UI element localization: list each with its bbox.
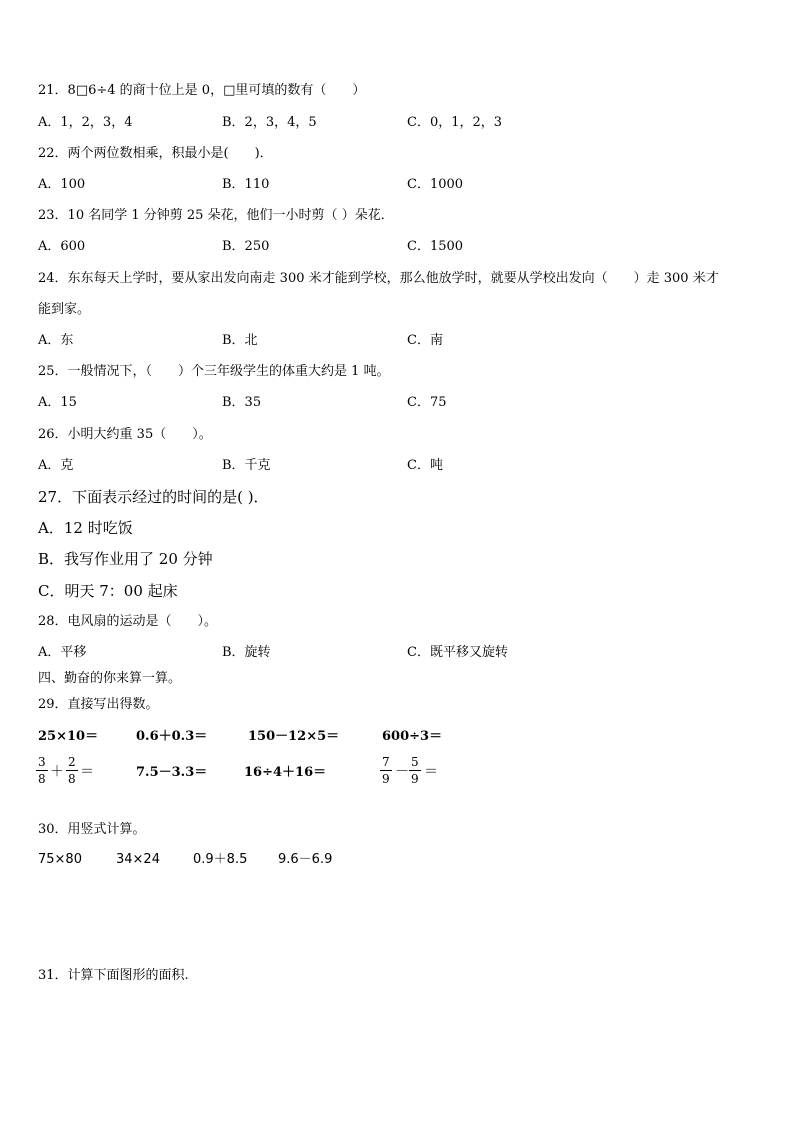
- question-21-stem: 21．8□6÷4 的商十位上是 0，□里可填的数有（ ）: [38, 83, 366, 98]
- fraction-bar: [36, 770, 48, 771]
- fraction: [409, 755, 421, 786]
- question-31-stem: 31．计算下面图形的面积.: [38, 968, 189, 983]
- question-23-option-b: B．250: [222, 239, 270, 254]
- question-21-option-a: A．1，2，3，4: [38, 115, 133, 130]
- vertical-calc-item: 0.9＋8.5: [193, 852, 248, 867]
- question-29-stem: 29．直接写出得数。: [38, 697, 159, 712]
- question-28-stem: 28．电风扇的运动是（ ）。: [38, 614, 218, 629]
- question-23-stem: 23．10 名同学 1 分钟剪 25 朵花，他们一小时剪（ ）朵花．: [38, 208, 394, 223]
- question-25-option-a: A．15: [38, 395, 77, 410]
- equals-sign: ＝: [80, 764, 94, 780]
- fraction-numerator: 7: [382, 755, 390, 769]
- fraction-numerator: 5: [411, 755, 419, 769]
- question-22-option-a: A．100: [38, 177, 86, 192]
- calc-item: 16÷4＋16＝: [244, 765, 327, 780]
- question-24-option-c: C．南: [407, 333, 443, 348]
- vertical-calc-item: 75×80: [38, 852, 82, 867]
- question-27-stem: 27．下面表示经过的时间的是( )．: [38, 488, 269, 506]
- equals-sign: ＝: [424, 764, 438, 780]
- fraction-numerator: 3: [38, 755, 46, 769]
- fraction-bar: [409, 770, 421, 771]
- question-25-option-b: B．35: [222, 395, 262, 410]
- question-25-stem: 25．一般情况下，（ ）个三年级学生的体重大约是 1 吨。: [38, 364, 390, 379]
- question-30-stem: 30．用竖式计算。: [38, 822, 146, 837]
- plus-sign: ＋: [50, 764, 64, 780]
- fraction: [36, 755, 48, 786]
- fraction: [380, 755, 392, 786]
- question-22-option-b: B．110: [222, 177, 270, 192]
- section-4-title: 四、勤奋的你来算一算。: [38, 671, 182, 686]
- question-24-stem-line1: 24．东东每天上学时，要从家出发向南走 300 米才能到学校，那么他放学时，就要从学校出发向（ ）走 300 米才: [38, 271, 719, 286]
- question-22-option-c: C．1000: [407, 177, 464, 192]
- question-26-option-b: B．千克: [222, 458, 271, 473]
- question-26-stem: 26．小明大约重 35（ ）。: [38, 427, 212, 442]
- fraction-denominator: 9: [411, 772, 419, 786]
- fraction: [66, 755, 78, 786]
- calc-item: 0.6＋0.3＝: [136, 729, 208, 744]
- calc-item: 600÷3＝: [382, 729, 443, 744]
- question-24-stem-line2: 能到家。: [38, 302, 91, 317]
- fraction-denominator: 8: [68, 772, 76, 786]
- calc-item: 25×10＝: [38, 729, 99, 744]
- question-27-option-a: A．12 时吃饭: [38, 519, 133, 537]
- question-24-option-a: A．东: [38, 333, 74, 348]
- question-27-option-c: C．明天 7：00 起床: [38, 582, 178, 600]
- question-23-option-c: C．1500: [407, 239, 464, 254]
- question-27-option-b: B．我写作业用了 20 分钟: [38, 550, 213, 568]
- question-21-option-c: C．0，1，2，3: [407, 115, 503, 130]
- question-28-option-c: C．既平移又旋转: [407, 645, 508, 660]
- question-23-option-a: A．600: [38, 239, 86, 254]
- question-26-option-c: C．吨: [407, 458, 443, 473]
- fraction-bar: [380, 770, 392, 771]
- question-22-stem: 22．两个两位数相乘，积最小是( )．: [38, 146, 273, 161]
- calc-item: 7.5－3.3＝: [136, 765, 208, 780]
- vertical-calc-item: 9.6－6.9: [278, 852, 333, 867]
- question-28-option-a: A．平移: [38, 645, 87, 660]
- fraction-denominator: 8: [38, 772, 46, 786]
- fraction-bar: [66, 770, 78, 771]
- question-25-option-c: C．75: [407, 395, 447, 410]
- fraction-denominator: 9: [382, 772, 390, 786]
- question-21-option-b: B．2，3，4，5: [222, 115, 317, 130]
- vertical-calc-item: 34×24: [116, 852, 160, 867]
- question-28-option-b: B．旋转: [222, 645, 271, 660]
- question-24-option-b: B．北: [222, 333, 258, 348]
- fraction-numerator: 2: [68, 755, 76, 769]
- calc-item: 150－12×5＝: [248, 729, 340, 744]
- minus-sign: －: [395, 764, 409, 780]
- question-26-option-a: A．克: [38, 458, 74, 473]
